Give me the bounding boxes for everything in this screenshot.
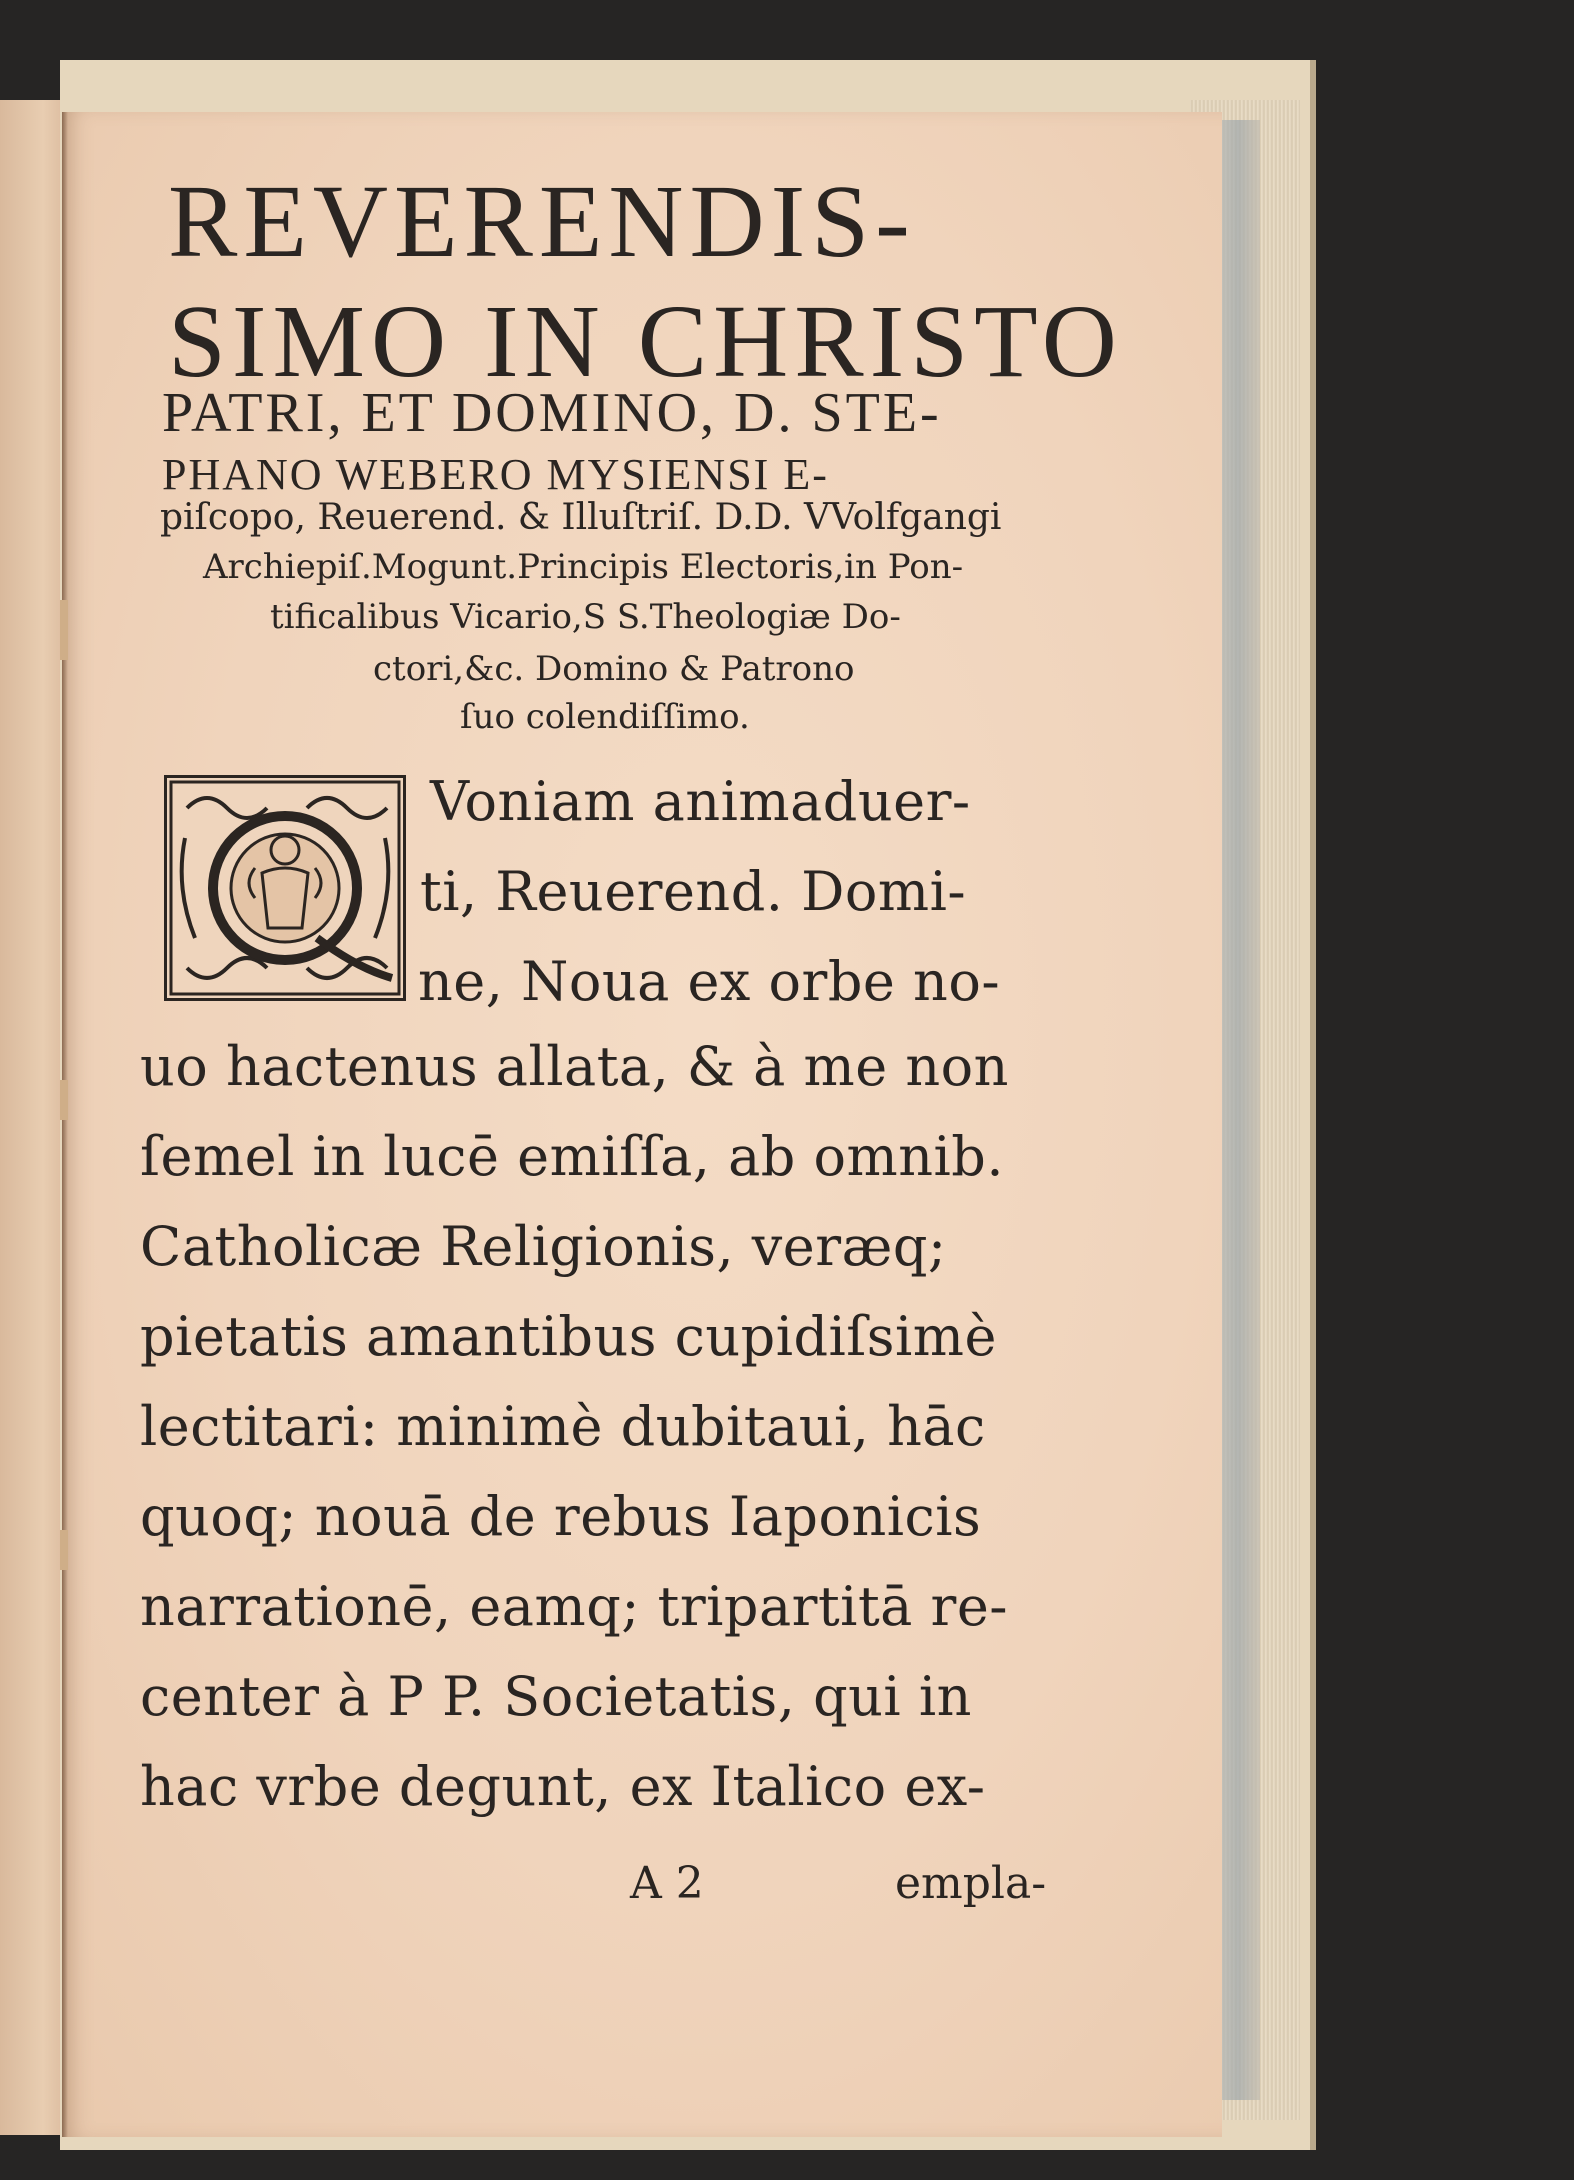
dedication-line-1: piſcopo, Reuerend. & Illuſtriſ. D.D. VVolfgangi	[160, 497, 1002, 538]
gutter	[62, 112, 68, 2137]
title-line-3: PATRI, ET DOMINO, D. STE-	[162, 382, 942, 444]
body-line-9: quoq; nouā de rebus Iaponicis	[140, 1485, 982, 1548]
body-line-12: hac vrbe degunt, ex Italico ex-	[140, 1755, 986, 1818]
body-line-4: uo hactenus allata, & à me non	[140, 1035, 1009, 1098]
body-line-3: ne, Noua ex orbe no-	[418, 950, 1001, 1013]
sewing-thread	[60, 1080, 68, 1120]
decorated-initial	[164, 775, 406, 1001]
body-line-7: pietatis amantibus cupidiſsimè	[140, 1305, 997, 1368]
body-line-10: narrationē, eamq; tripartitā re-	[140, 1575, 1009, 1638]
body-line-8: lectitari: minimè dubitaui, hāc	[140, 1395, 986, 1458]
dedication-line-5: ſuo colendiſſimo.	[460, 697, 750, 737]
title-line-1: REVERENDIS-	[168, 164, 916, 279]
sewing-thread	[60, 1530, 68, 1570]
body-line-6: Catholicæ Religionis, veræq;	[140, 1215, 947, 1278]
dedication-line-4: ctori,&c. Domino & Patrono	[373, 649, 855, 689]
title-line-2: SIMO IN CHRISTO	[168, 284, 1123, 399]
body-line-5: ſemel in lucē emiſſa, ab omnib.	[140, 1125, 1005, 1188]
signature-mark: A 2	[630, 1858, 704, 1909]
dedication-line-2: Archiepiſ.Mogunt.Principis Electoris,in Pon-	[203, 547, 964, 587]
body-line-2: ti, Reuerend. Domi-	[420, 860, 967, 923]
body-line-11: center à P P. Societatis, qui in	[140, 1665, 972, 1728]
ornament-icon	[167, 778, 403, 998]
catchword: empla-	[895, 1858, 1047, 1909]
body-line-1: Voniam animaduer-	[430, 770, 971, 833]
dedication-line-3: tificalibus Vicario,S S.Theologiæ Do-	[270, 597, 901, 637]
sewing-thread	[60, 600, 68, 660]
title-line-4: PHANO WEBERO MYSIENSI E-	[162, 450, 829, 499]
